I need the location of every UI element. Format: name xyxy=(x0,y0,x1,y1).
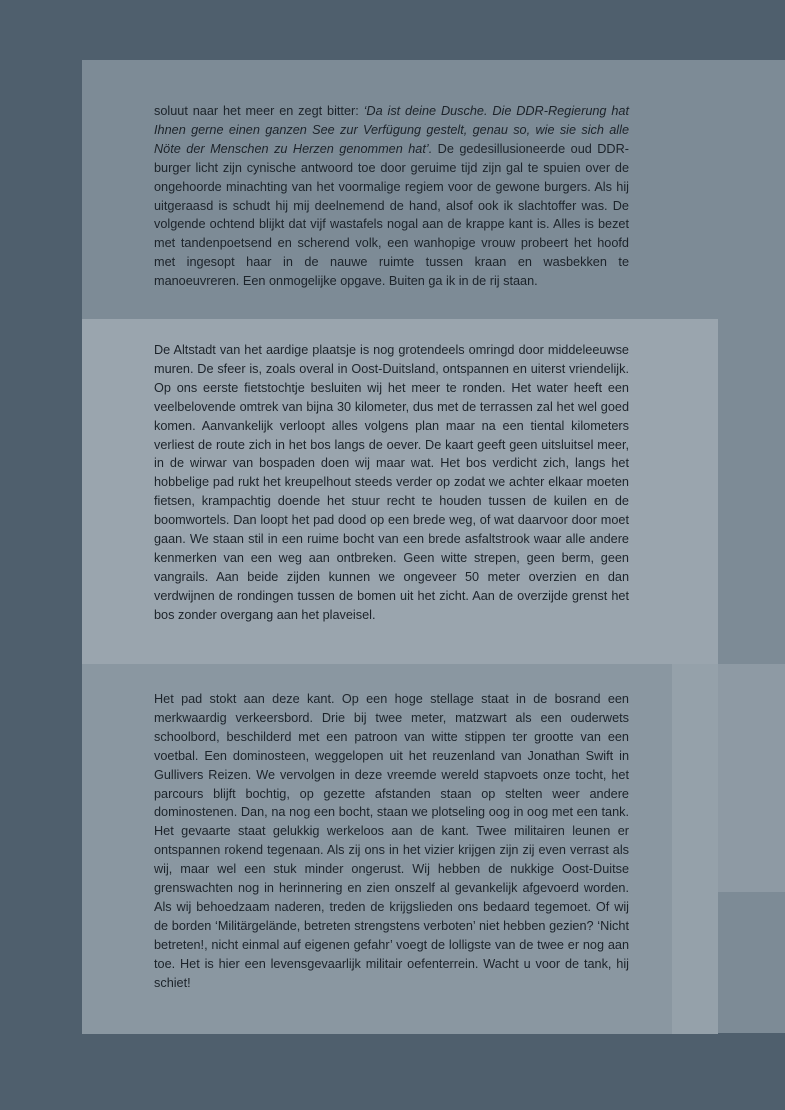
paragraph-1-quote: ‘Da ist deine Dusche. Die DDR-Regierung hat Ihnen gerne einen ganzen See zur Verfügung gestelt, genau so, wie sie sich alle Nöte der Menschen zu Herzen genommen hat’. xyxy=(154,104,629,156)
paragraph-1-prefix: soluut naar het meer en zegt bitter: xyxy=(154,104,364,118)
background-panel-lower-right xyxy=(672,664,718,1034)
paragraph-1 xyxy=(154,102,629,291)
paragraph-3: Het pad stokt aan deze kant. Op een hoge stellage staat in de bosrand een merkwaardig verkeersbord. Drie bij twee meter, matzwart als een ouderwets schoolbord, beschilderd met een patroon van witte stippen ter grootte van een voetbal. Een dominosteen, weggelopen uit het reuzenland van Jonathan Swift in Gullivers Reizen. We vervolgen in deze vreemde wereld stapvoets onze tocht, het parcours blijft bochtig, op gezette afstanden staan op stelten weer andere dominostenen. Dan, na nog een bocht, staan we plotseling oog in oog met een tank. Het gevaarte staat gelukkig werkeloos aan de kant. Twee militairen leunen er ontspannen rokend tegenaan. Als zij ons in het vizier krijgen zijn zij even verrast als wij, maar wel een stuk minder ongerust. Wij hebben de nukkige Oost-Duitse grenswachten nog in herinnering en zien onszelf al gevankelijk afgevoerd worden. Als wij behoedzaam naderen, treden de krijgslieden ons bedaard tegemoet. Of wij de borden ‘Militärgelände, betreten strengstens verboten’ niet hebben gezien? ‘Nicht betreten!, nicht einmal auf eigenen gefahr’ voegt de lolligste van de twee er nog aan toe. Het is hier een levensgevaarlijk militair oefenterrein. Wacht u voor de tank, hij schiet! xyxy=(154,692,629,990)
paragraph-2: De Altstadt van het aardige plaatsje is nog grotendeels omringd door middeleeuwse muren. De sfeer is, zoals overal in Oost-Duitsland, ontspannen en uiterst vriendelijk. Op ons eerste fietstochtje besluiten wij het meer te ronden. Het water heeft een veelbelovende omtrek van bijna 30 kilometer, dus met de terrassen zal het wel goed komen. Aanvankelijk verloopt alles volgens plan maar na een tiental kilometers verliest de route zich in het bos langs de oever. De kaart geeft geen uitsluitsel meer, in de wirwar van bospaden doen wij maar wat. Het bos verdicht zich, langs het hobbelige pad rukt het kreupelhout steeds verder op zodat we achter elkaar moeten fietsen, krampachtig doende het stuur recht te houden tussen de kuilen en de boomwortels. Dan loopt het pad dood op een brede weg, of wat daarvoor door moet gaan. We staan stil in een ruime bocht van een brede asfaltstrook waar alle andere kenmerken van een weg aan ontbreken. Geen witte strepen, geen berm, geen vangrails. Aan beide zijden kunnen we ongeveer 50 meter overzien en dan verdwijnen de rondingen tussen de bomen uit het zicht. Aan de overzijde grenst het bos zonder overgang aan het plaveisel. xyxy=(154,343,629,622)
paragraph-1-rest: De gedesillusioneerde oud DDR-burger licht zijn cynische antwoord toe door geruime tijd zijn gal te spuien over de ongehoorde minachting van het voormalige regiem voor de gewone burgers. Als hij uitgeraasd is schudt hij mij deelnemend de hand, alsof ook ik slachtoffer was. De volgende ochtend blijkt dat vijf wastafels nogal aan de krappe kant is. Alles is bezet met tandenpoetsend en scherend volk, een wanhopige vrouw probeert het hoofd met ingesopt haar in de nauwe ruimte tussen kraan en wasbekken te manoeuvreren. Een onmogelijke opgave. Buiten ga ik in de rij staan. xyxy=(154,141,629,289)
